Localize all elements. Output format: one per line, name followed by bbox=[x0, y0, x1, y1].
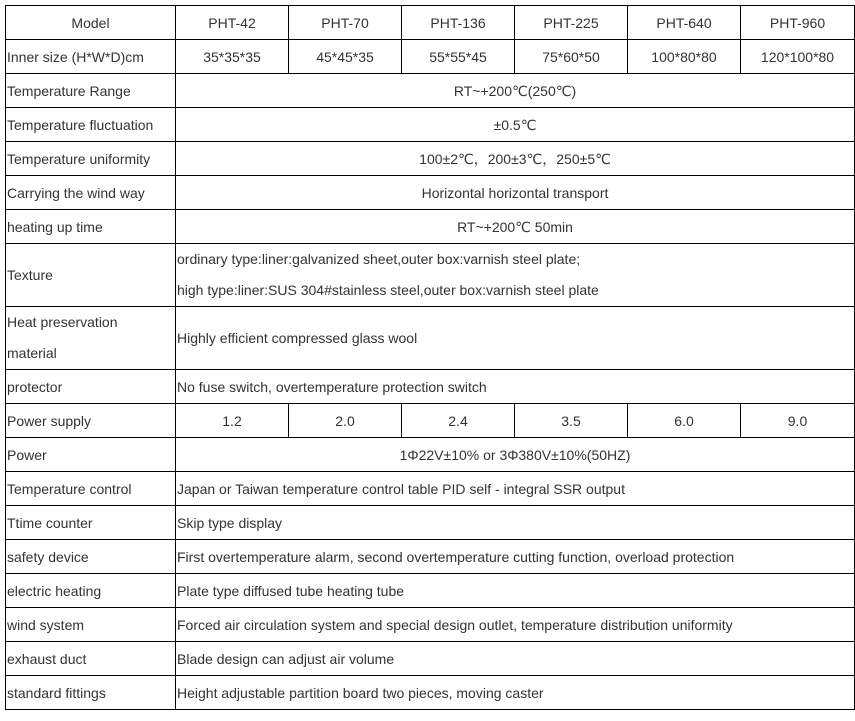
row-texture bbox=[6, 244, 855, 307]
power-supply-cell: 1.2 bbox=[176, 404, 289, 438]
power-supply-cell: 6.0 bbox=[628, 404, 741, 438]
safety-device-value: First overtemperature alarm, second overtemperature cutting function, overload protection bbox=[176, 540, 855, 574]
wind-way-label: Carrying the wind way bbox=[6, 176, 176, 210]
inner-size-cell: 35*35*35 bbox=[176, 40, 289, 74]
exhaust-duct-label: exhaust duct bbox=[6, 642, 176, 676]
wind-system-value: Forced air circulation system and special design outlet, temperature distribution uniformity bbox=[176, 608, 855, 642]
row-wind-system bbox=[6, 608, 855, 642]
power-supply-cell: 3.5 bbox=[515, 404, 628, 438]
model-cell: PHT-225 bbox=[515, 6, 628, 40]
inner-size-cell: 75*60*50 bbox=[515, 40, 628, 74]
inner-size-label: Inner size (H*W*D)cm bbox=[6, 40, 176, 74]
model-cell: PHT-136 bbox=[402, 6, 515, 40]
row-standard-fittings bbox=[6, 676, 855, 710]
temperature-control-value: Japan or Taiwan temperature control table PID self - integral SSR output bbox=[176, 472, 855, 506]
power-supply-cell: 2.0 bbox=[289, 404, 402, 438]
temperature-fluctuation-value: ±0.5℃ bbox=[176, 108, 855, 142]
row-temperature-fluctuation bbox=[6, 108, 855, 142]
row-power-supply bbox=[6, 404, 855, 438]
model-cell: PHT-70 bbox=[289, 6, 402, 40]
row-protector bbox=[6, 370, 855, 404]
wind-system-label: wind system bbox=[6, 608, 176, 642]
row-temperature-uniformity bbox=[6, 142, 855, 176]
row-wind-way bbox=[6, 176, 855, 210]
power-value: 1Φ22V±10% or 3Φ380V±10%(50HZ) bbox=[176, 438, 855, 472]
row-exhaust-duct bbox=[6, 642, 855, 676]
spec-table bbox=[5, 5, 855, 710]
model-label: Model bbox=[6, 6, 176, 40]
protector-label: protector bbox=[6, 370, 176, 404]
heating-time-label: heating up time bbox=[6, 210, 176, 244]
temperature-fluctuation-label: Temperature fluctuation bbox=[6, 108, 176, 142]
wind-way-value: Horizontal horizontal transport bbox=[176, 176, 855, 210]
time-counter-label: Ttime counter bbox=[6, 506, 176, 540]
standard-fittings-label: standard fittings bbox=[6, 676, 176, 710]
power-label: Power bbox=[6, 438, 176, 472]
time-counter-value: Skip type display bbox=[176, 506, 855, 540]
row-model bbox=[6, 6, 855, 40]
electric-heating-value: Plate type diffused tube heating tube bbox=[176, 574, 855, 608]
protector-value: No fuse switch, overtemperature protection switch bbox=[176, 370, 855, 404]
texture-line-ordinary: ordinary type:liner:galvanized sheet,outer box:varnish steel plate; bbox=[177, 251, 581, 267]
row-time-counter bbox=[6, 506, 855, 540]
exhaust-duct-value: Blade design can adjust air volume bbox=[176, 642, 855, 676]
electric-heating-label: electric heating bbox=[6, 574, 176, 608]
heat-preservation-label-line: Heat preservation bbox=[7, 314, 118, 330]
row-safety-device bbox=[6, 540, 855, 574]
temperature-range-label: Temperature Range bbox=[6, 74, 176, 108]
standard-fittings-value: Height adjustable partition board two pieces, moving caster bbox=[176, 676, 855, 710]
heat-preservation-label bbox=[6, 307, 176, 370]
heating-time-value: RT~+200℃ 50min bbox=[176, 210, 855, 244]
row-electric-heating bbox=[6, 574, 855, 608]
row-temperature-range bbox=[6, 74, 855, 108]
row-heat-preservation bbox=[6, 307, 855, 370]
texture-value bbox=[176, 244, 855, 307]
model-cell: PHT-640 bbox=[628, 6, 741, 40]
row-inner-size bbox=[6, 40, 855, 74]
temperature-uniformity-value: 100±2℃，200±3℃，250±5℃ bbox=[176, 142, 855, 176]
texture-label: Texture bbox=[6, 244, 176, 307]
model-cell: PHT-42 bbox=[176, 6, 289, 40]
inner-size-cell: 45*45*35 bbox=[289, 40, 402, 74]
row-temperature-control bbox=[6, 472, 855, 506]
safety-device-label: safety device bbox=[6, 540, 176, 574]
heat-preservation-value: Highly efficient compressed glass wool bbox=[176, 307, 855, 370]
heat-preservation-label-line: material bbox=[7, 345, 57, 361]
inner-size-cell: 55*55*45 bbox=[402, 40, 515, 74]
temperature-control-label: Temperature control bbox=[6, 472, 176, 506]
power-supply-cell: 2.4 bbox=[402, 404, 515, 438]
row-power bbox=[6, 438, 855, 472]
temperature-range-value: RT~+200℃(250℃) bbox=[176, 74, 855, 108]
inner-size-cell: 100*80*80 bbox=[628, 40, 741, 74]
power-supply-label: Power supply bbox=[6, 404, 176, 438]
model-cell: PHT-960 bbox=[741, 6, 855, 40]
power-supply-cell: 9.0 bbox=[741, 404, 855, 438]
texture-line-high: high type:liner:SUS 304#stainless steel,outer box:varnish steel plate bbox=[177, 282, 599, 298]
row-heating-time bbox=[6, 210, 855, 244]
inner-size-cell: 120*100*80 bbox=[741, 40, 855, 74]
temperature-uniformity-label: Temperature uniformity bbox=[6, 142, 176, 176]
